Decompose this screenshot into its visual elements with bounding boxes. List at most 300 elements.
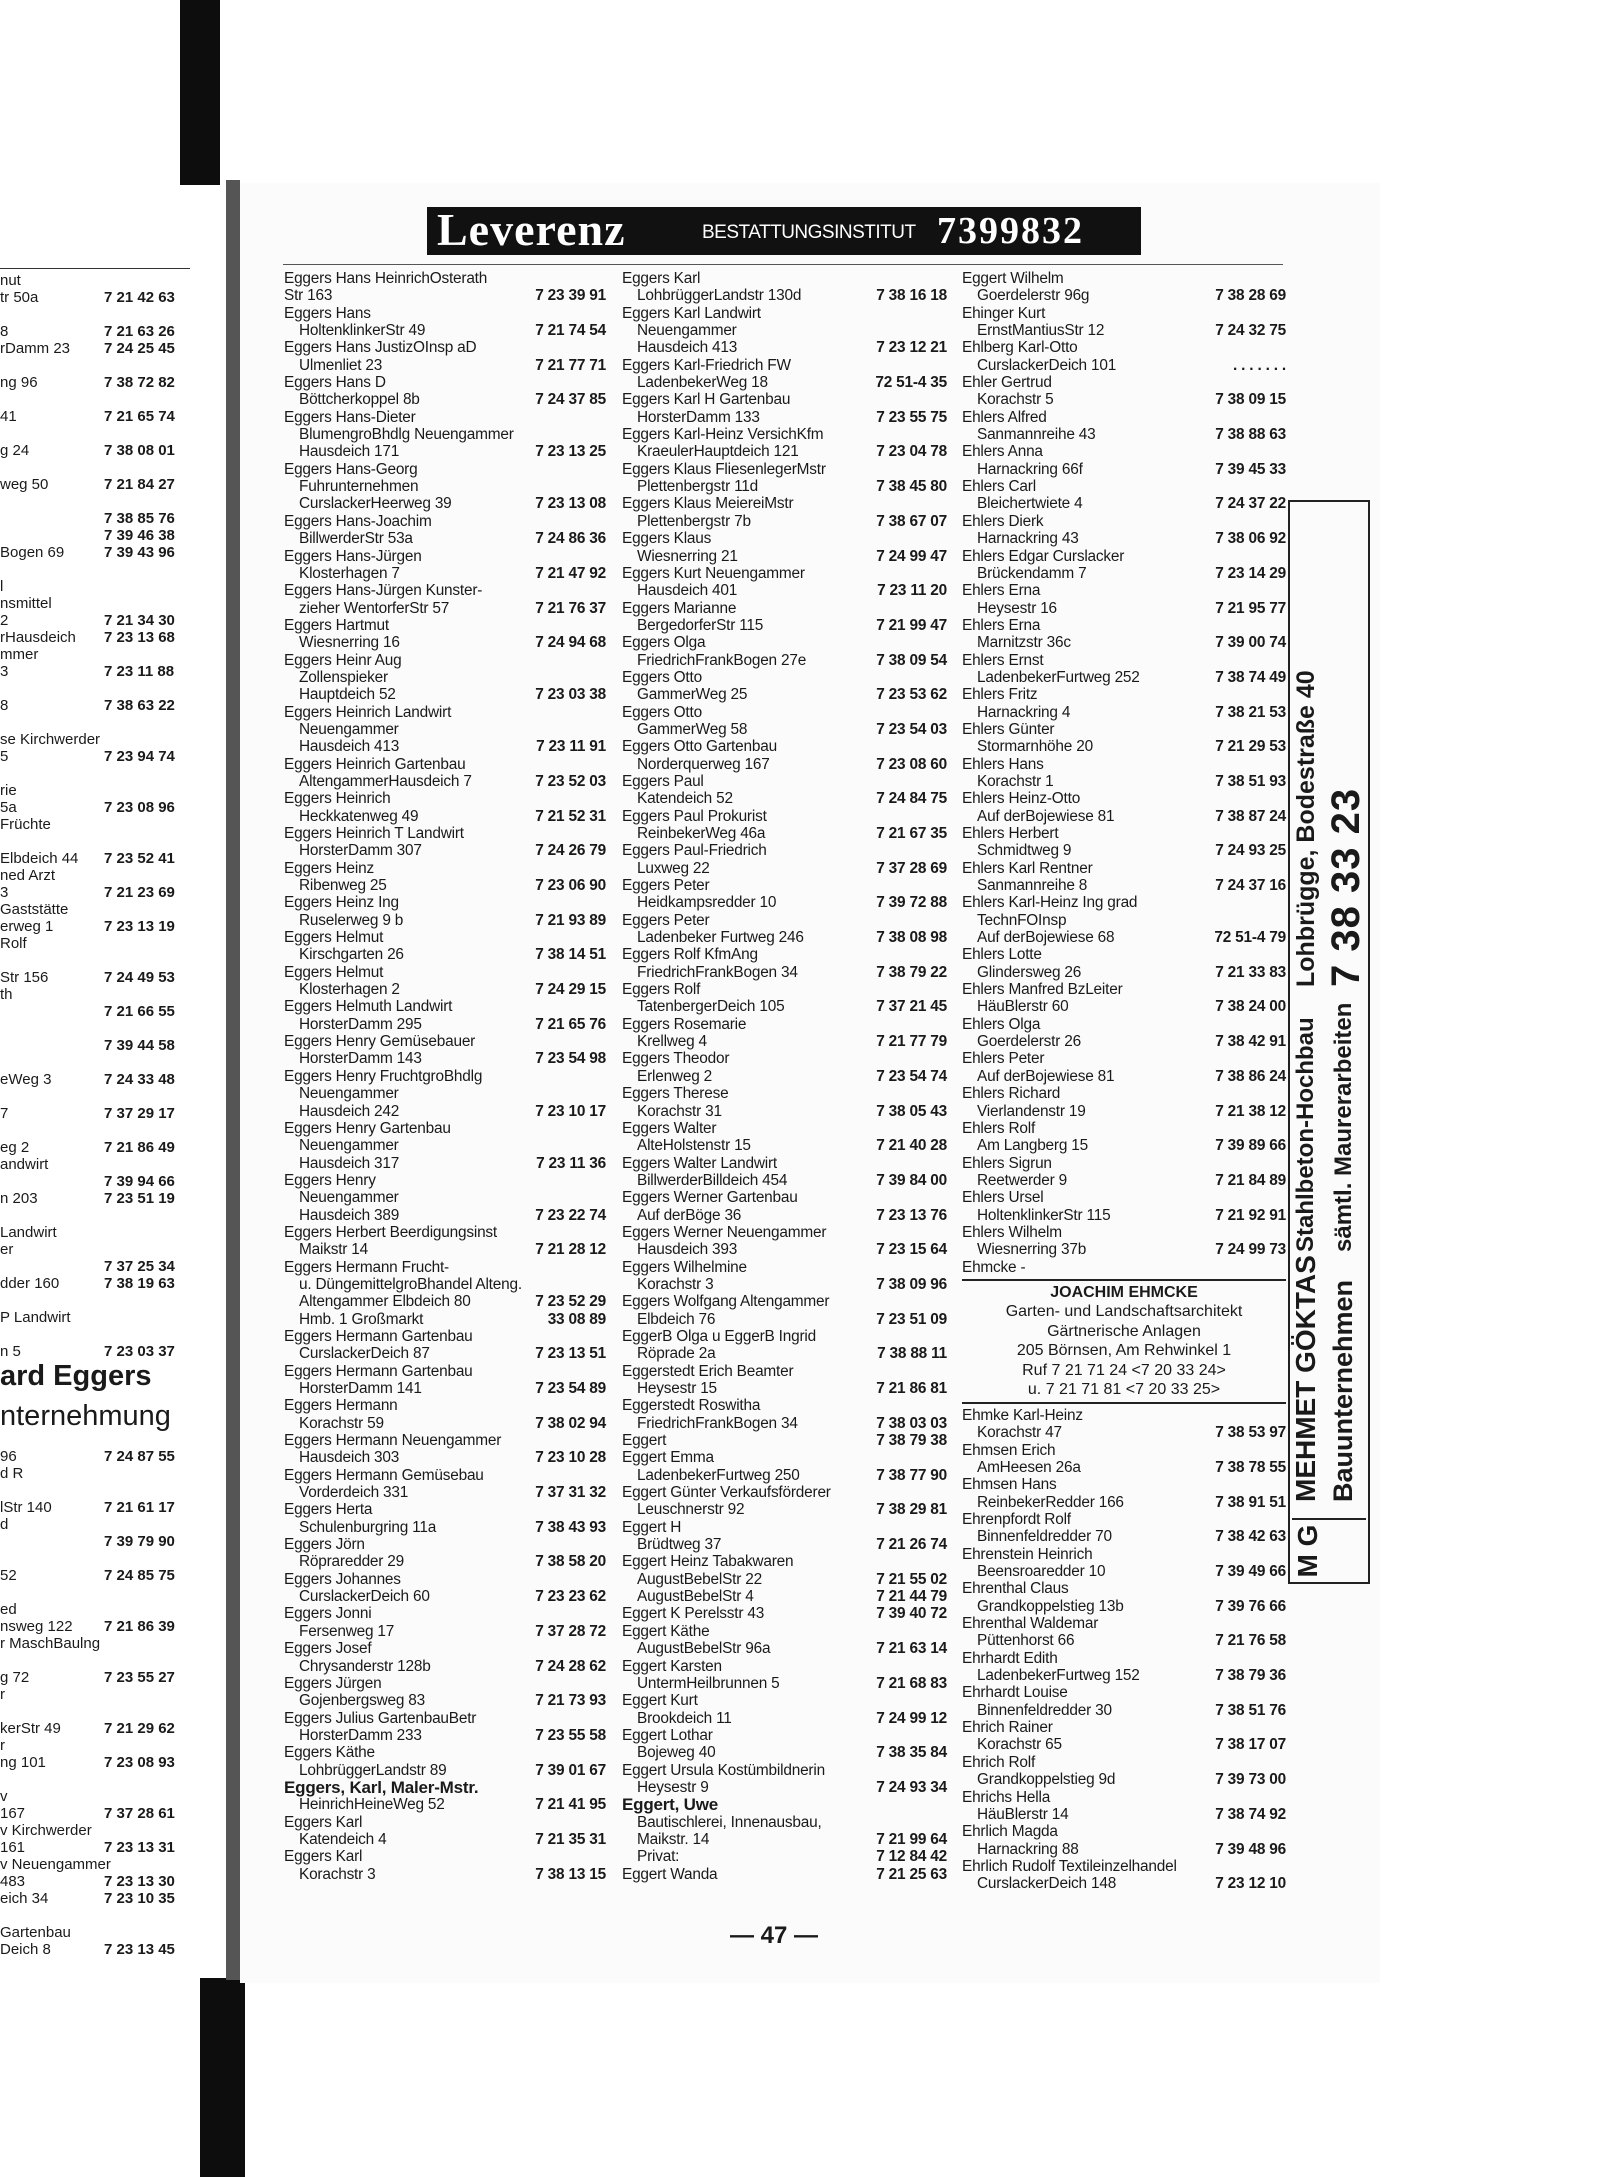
entry-name (622, 1484, 947, 1501)
phone-number: 7 21 55 02 (876, 1570, 947, 1588)
left-row-number: 7 39 43 96 (104, 544, 175, 561)
entry-name (962, 513, 1286, 530)
entry-name-text: Ehrhardt Louise (962, 1684, 1068, 1702)
entry-name-text: Eggers Otto Gartenbau (622, 738, 777, 756)
ad-company-type: Bauunternehmen (1328, 1279, 1358, 1502)
phone-number: 7 23 10 28 (535, 1449, 606, 1467)
entry-name-text: Eggert Emma (622, 1449, 714, 1467)
entry-address (284, 1085, 606, 1102)
phone-number: 7 39 73 00 (1215, 1771, 1286, 1789)
left-row-text: Gaststätte (0, 901, 69, 918)
entry-address-text: Korachstr 31 (637, 1102, 722, 1120)
left-row-number: 7 39 44 58 (104, 1037, 175, 1054)
phone-number: 7 21 47 92 (535, 564, 606, 582)
entry-address (284, 877, 606, 894)
directory-entry (284, 1710, 606, 1745)
entry-name-text: Eggers Hermann Gartenbau (284, 1327, 473, 1345)
entry-address-text: Kirschgarten 26 (299, 946, 404, 964)
phone-number: 7 24 37 22 (1215, 495, 1286, 513)
entry-name (962, 1823, 1286, 1840)
entry-name-text: Eggers Henry FruchtgroBhdlg (284, 1067, 483, 1085)
entry-name (284, 1363, 606, 1380)
directory-entry (962, 1546, 1286, 1581)
directory-entry (962, 1407, 1286, 1442)
entry-name (622, 391, 947, 408)
entry-address (622, 1033, 947, 1050)
left-row-text: kerStr 49 (0, 1720, 61, 1737)
phone-number: 7 38 29 81 (876, 1501, 947, 1519)
entry-address (284, 426, 606, 443)
directory-entry (622, 773, 947, 808)
entry-name (622, 808, 947, 825)
entry-address-text: Katendeich 52 (637, 790, 733, 808)
left-row-number: 7 23 11 88 (104, 663, 175, 680)
entry-address-text: Klosterhagen 2 (299, 981, 400, 999)
entry-name (622, 1397, 947, 1414)
entry-address-text: Plettenbergstr 7b (637, 512, 751, 530)
directory-entry (284, 1675, 606, 1710)
entry-address-text: Grandkoppelstieg 13b (977, 1597, 1124, 1615)
entry-name (622, 530, 947, 547)
entry-name-text: Eggers Helmut (284, 929, 384, 947)
entry-name (284, 1744, 606, 1761)
phone-number: 7 38 78 55 (1215, 1458, 1286, 1476)
entry-address (284, 981, 606, 998)
entry-name-text: Eggers Karl Landwirt (622, 304, 761, 322)
entry-address (622, 860, 947, 877)
directory-entry (284, 1033, 606, 1068)
ad-name: JOACHIM EHMCKE (1050, 1283, 1198, 1301)
entry-address (962, 1172, 1286, 1189)
left-row-text: rHausdeich (0, 629, 76, 646)
entry-name-text: Eggert Wanda (622, 1865, 718, 1883)
left-row-number: 7 37 28 61 (104, 1805, 175, 1822)
entry-name-text: Eggers Rolf (622, 981, 701, 999)
entry-name (622, 842, 947, 859)
entry-name (622, 773, 947, 790)
binding-strip-top (180, 0, 220, 185)
entry-name-text: Ehlberg Karl-Otto (962, 339, 1078, 357)
directory-entry (284, 548, 606, 583)
entry-address (622, 1172, 947, 1189)
entry-address (962, 1424, 1286, 1441)
directory-entry (962, 1085, 1286, 1120)
directory-entry (284, 1432, 606, 1467)
directory-entry (962, 756, 1286, 791)
entry-address-text: HorsterDamm 295 (299, 1015, 422, 1033)
entry-address (962, 1033, 1286, 1050)
phone-number: 7 38 88 63 (1215, 426, 1286, 444)
phone-number: 7 24 86 36 (535, 530, 606, 548)
phone-number: 7 24 84 75 (876, 790, 947, 808)
entry-address (622, 686, 947, 703)
left-row-number: 7 24 85 75 (104, 1567, 175, 1584)
entry-name (622, 1605, 947, 1622)
entry-address (622, 374, 947, 391)
banner-ad (427, 204, 1141, 255)
entry-address-text: Hausdeich 393 (637, 1241, 738, 1259)
phone-number: 7 38 58 20 (535, 1553, 606, 1571)
entry-name-text: Eggers Heinr Aug (284, 651, 402, 669)
left-row-text: weg 50 (0, 476, 49, 493)
entry-name (622, 1224, 947, 1241)
entry-address-text: Glindersweg 26 (977, 963, 1082, 981)
entry-name (284, 617, 606, 634)
entry-address-text: HäuBlerstr 60 (977, 998, 1069, 1016)
entry-name (962, 825, 1286, 842)
phone-number: 7 21 95 77 (1215, 599, 1286, 617)
entry-address (284, 1762, 606, 1779)
directory-entry (962, 825, 1286, 860)
entry-address (284, 1692, 606, 1709)
entry-address-text: UntermHeilbrunnen 5 (637, 1674, 780, 1692)
entry-address (622, 721, 947, 738)
entry-address (962, 877, 1286, 894)
entry-address-text: Neuengammer (299, 1085, 399, 1103)
phone-number: 7 21 28 12 (535, 1241, 606, 1259)
phone-number: 7 38 21 53 (1215, 703, 1286, 721)
entry-name (622, 1050, 947, 1067)
entry-name (622, 1155, 947, 1172)
directory-entry (962, 981, 1286, 1016)
left-row-number: 7 23 13 45 (104, 1941, 175, 1958)
phone-number: 7 24 93 34 (876, 1778, 947, 1796)
entry-address (962, 1875, 1286, 1892)
phone-number: 7 23 13 25 (535, 443, 606, 461)
phone-number: 7 21 52 31 (535, 807, 606, 825)
entry-name (284, 1640, 606, 1657)
phone-number: 7 23 11 91 (536, 738, 606, 756)
phone-number: 7 38 79 36 (1215, 1667, 1286, 1685)
phone-number: 7 38 02 94 (535, 1414, 606, 1432)
entry-address (962, 998, 1286, 1015)
entry-address-text: Korachstr 1 (977, 772, 1054, 790)
entry-address (962, 1667, 1286, 1684)
phone-number: 7 37 28 72 (535, 1622, 606, 1640)
entry-name-text: Ehrichs Hella (962, 1788, 1051, 1806)
entry-address (622, 652, 947, 669)
left-row-number: 7 24 87 55 (104, 1448, 175, 1465)
phone-number: 7 21 67 35 (876, 825, 947, 842)
left-row-number: 7 39 94 66 (104, 1173, 175, 1190)
entry-address-text: Heckkatenweg 49 (299, 807, 419, 825)
entry-address (622, 1571, 947, 1588)
entry-name-text: Eggers Werner Neuengammer (622, 1223, 827, 1241)
entry-name (962, 721, 1286, 738)
phone-number: 7 39 49 66 (1215, 1563, 1286, 1581)
left-row-number: 7 37 25 34 (104, 1258, 175, 1275)
entry-address (284, 1658, 606, 1675)
left-row-text: d R (0, 1465, 24, 1482)
left-row-text: 41 (0, 408, 17, 425)
entry-address (284, 1831, 606, 1848)
entry-name-text: Eggers Hans JustizOInsp aD (284, 339, 477, 357)
entry-address-text: LadenbekerFurtweg 152 (977, 1667, 1140, 1685)
phone-number: 33 08 89 (547, 1310, 606, 1328)
entry-name (284, 1172, 606, 1189)
left-facing-page (0, 180, 228, 1980)
directory-entry (622, 1796, 947, 1865)
entry-address-text: Neuengammer (637, 322, 737, 340)
entry-address-text: Maikstr 14 (299, 1241, 368, 1259)
entry-address (284, 946, 606, 963)
directory-entry (284, 270, 606, 305)
entry-name-text: Ehmsen Erich (962, 1441, 1056, 1459)
entry-address (622, 894, 947, 911)
entry-address-text: CurslackerDeich 101 (977, 356, 1117, 374)
entry-name (962, 1016, 1286, 1033)
directory-entry (622, 704, 947, 739)
entry-name-text: Eggers Heinrich Gartenbau (284, 755, 466, 773)
entry-name-text: Eggers Hans D (284, 374, 386, 392)
entry-name (284, 1814, 606, 1831)
entry-address-text: Grandkoppelstieg 9d (977, 1771, 1116, 1789)
directory-entry (284, 374, 606, 409)
entry-address (622, 1640, 947, 1657)
directory-entry (284, 1172, 606, 1224)
left-row-text: n 5 (0, 1343, 21, 1360)
phone-number: 7 39 48 96 (1215, 1840, 1286, 1858)
entry-name (622, 565, 947, 582)
entry-name (284, 548, 606, 565)
entry-address (962, 1103, 1286, 1120)
entry-name-text: Eggers Klaus MeiereiMstr (622, 495, 794, 513)
entry-name-text: Eggert Karsten (622, 1657, 722, 1675)
phone-number: 7 23 52 03 (535, 772, 606, 790)
phone-number: 7 38 05 43 (876, 1102, 947, 1120)
entry-address (622, 1536, 947, 1553)
directory-entry (622, 305, 947, 357)
entry-address-text: Schmidtweg 9 (977, 842, 1072, 860)
entry-name-text: Ehlers Erna (962, 616, 1041, 634)
entry-name (622, 877, 947, 894)
phone-number: 7 23 08 60 (876, 755, 947, 773)
entry-name-text: Eggers Peter (622, 911, 710, 929)
entry-address-text: Krellweg 4 (637, 1033, 707, 1051)
entry-name-text: Eggert K Perelsstr 43 (622, 1605, 765, 1623)
directory-entry (622, 981, 947, 1016)
left-row-text: Str 156 (0, 969, 49, 986)
entry-address (962, 634, 1286, 651)
entry-name-text: Ehrich Rainer (962, 1719, 1053, 1737)
entry-name (622, 1328, 947, 1345)
entry-name (284, 374, 606, 391)
directory-entry (962, 1120, 1286, 1155)
entry-name (962, 1224, 1286, 1241)
directory-entry (284, 1397, 606, 1432)
entry-address-text: Gojenbergsweg 83 (299, 1692, 425, 1710)
ad-line: Gärtnerische Anlagen (1047, 1322, 1201, 1340)
left-row-text: 161 (0, 1839, 26, 1856)
entry-address-text: zieher WentorferStr 57 (299, 599, 450, 617)
left-row-text: 52 (0, 1567, 17, 1584)
entry-address (962, 357, 1286, 374)
left-row-text: 2 (0, 612, 9, 629)
directory-entry (622, 1623, 947, 1658)
directory-entry (962, 1754, 1286, 1789)
entry-name-text: Ehlers Sigrun (962, 1154, 1052, 1172)
directory-entry (284, 1571, 606, 1606)
left-row-number: 7 23 13 31 (104, 1839, 175, 1856)
directory-entry (284, 1814, 606, 1849)
entry-name-text: Eggers Paul Prokurist (622, 807, 767, 825)
entry-address (284, 1276, 606, 1293)
directory-entry (962, 1615, 1286, 1650)
entry-name (622, 946, 947, 963)
directory-entry (622, 738, 947, 773)
entry-name-text: Ehlers Wilhelm (962, 1223, 1062, 1241)
binding-edge (226, 180, 240, 1980)
directory-entry (962, 894, 1286, 946)
entry-name-text: Ehrenthal Claus (962, 1580, 1069, 1598)
entry-address-text: TatenbergerDeich 105 (637, 998, 785, 1016)
left-row-number: 7 21 65 74 (104, 408, 175, 425)
directory-entry (962, 1789, 1286, 1824)
left-row-text: 3 (0, 663, 9, 680)
entry-address-text: CurslackerDeich 87 (299, 1345, 430, 1363)
directory-entry (622, 461, 947, 496)
phone-number: 7 23 55 58 (535, 1726, 606, 1744)
entry-address-text: Auf derBojewiese 68 (977, 929, 1115, 947)
entry-address-text: Sanmannreihe 43 (977, 426, 1096, 444)
entry-address (962, 461, 1286, 478)
left-row-text: ed (0, 1601, 17, 1618)
entry-address-text: Schulenburgring 11a (299, 1518, 437, 1536)
left-page-rule (0, 268, 190, 269)
entry-address (284, 391, 606, 408)
entry-name (622, 1658, 947, 1675)
phone-number: 7 21 93 89 (535, 911, 606, 929)
entry-name-text: Ehlers Carl (962, 478, 1036, 496)
entry-address (284, 1449, 606, 1466)
entry-name (284, 790, 606, 807)
entry-name-text: Ehrlich Magda (962, 1823, 1058, 1841)
directory-entry (962, 339, 1286, 374)
entry-name (622, 1762, 947, 1779)
directory-entry (622, 1050, 947, 1085)
directory-entry (622, 1189, 947, 1224)
entry-address-text: Hausdeich 413 (299, 738, 400, 756)
phone-number: 7 21 65 76 (535, 1015, 606, 1033)
entry-address-text: BillwerderStr 53a (299, 530, 413, 548)
directory-entry (622, 912, 947, 947)
left-row-text: nsmittel (0, 595, 52, 612)
entry-address-text: Am Langberg 15 (977, 1137, 1088, 1155)
phone-number: 7 21 38 12 (1215, 1102, 1286, 1120)
directory-entry (284, 305, 606, 340)
left-row-text: 3 (0, 884, 9, 901)
entry-address-text: HoltenklinkerStr 115 (977, 1206, 1111, 1224)
left-row-text: rie (0, 782, 17, 799)
left-row-number: 7 23 08 93 (104, 1754, 175, 1771)
entry-name-text: Eggers Hans-Jürgen Kunster- (284, 582, 483, 600)
phone-number: 7 24 32 75 (1215, 322, 1286, 340)
entry-name (622, 1692, 947, 1709)
entry-address-text: LohbrüggerLandstr 130d (637, 287, 802, 305)
entry-name (962, 1085, 1286, 1102)
phone-number: 7 23 04 78 (876, 443, 947, 461)
entry-name (962, 548, 1286, 565)
phone-number: 7 38 14 51 (535, 946, 606, 964)
entry-address-text: Katendeich 4 (299, 1830, 387, 1848)
entry-name-text: Eggers Karl (284, 1848, 363, 1866)
left-row-number: 7 23 51 19 (104, 1190, 175, 1207)
entry-address-text: Korachstr 59 (299, 1414, 384, 1432)
directory-entry (284, 756, 606, 791)
entry-address-text: CurslackerDeich 60 (299, 1588, 430, 1606)
entry-address-text: Wiesnerring 37b (977, 1241, 1087, 1259)
directory-entry (962, 1259, 1286, 1276)
left-row-number: 7 21 86 39 (104, 1618, 175, 1635)
phone-number: 7 38 88 11 (877, 1345, 947, 1363)
directory-entry (284, 1224, 606, 1259)
directory-entry (962, 652, 1286, 687)
left-row-text: eich 34 (0, 1890, 49, 1907)
directory-entry (622, 1155, 947, 1190)
entry-name-text: Eggers Heinrich T Landwirt (284, 825, 464, 842)
entry-name-text: Ehlers Peter (962, 1050, 1045, 1068)
phone-number: 7 38 86 24 (1215, 1067, 1286, 1085)
directory-entry (622, 634, 947, 669)
entry-address-text: Maikstr. 14 (637, 1830, 710, 1848)
entry-name-text: Ehlers Erna (962, 582, 1041, 600)
directory-entry (962, 1650, 1286, 1685)
entry-address-text: Brückendamm 7 (977, 564, 1087, 582)
entry-address (622, 1103, 947, 1120)
phone-number: 7 39 89 66 (1215, 1137, 1286, 1155)
entry-address (284, 495, 606, 512)
entry-name-text: Eggers Hans HeinrichOsterath (284, 270, 488, 287)
entry-address-text: Luxweg 22 (637, 859, 710, 877)
entry-address-text: Heysestr 9 (637, 1778, 709, 1796)
entry-name (284, 1033, 606, 1050)
entry-address (622, 1467, 947, 1484)
entry-address (622, 1501, 947, 1518)
entry-name (962, 1476, 1286, 1493)
entry-address-text: AugustBebelStr 4 (637, 1588, 754, 1606)
entry-name-text: Eggers Hermann Gemüsebau (284, 1466, 484, 1484)
entry-address-text: Böttcherkoppel 8b (299, 391, 420, 409)
left-row-number: 7 23 13 30 (104, 1873, 175, 1890)
entry-address (622, 1207, 947, 1224)
phone-number: 7 23 54 74 (876, 1067, 947, 1085)
left-row-text: er (0, 1241, 14, 1258)
directory-entry (284, 1501, 606, 1536)
entry-address (284, 738, 606, 755)
entry-name-text: Eggers Hermann Frucht- (284, 1258, 449, 1276)
entry-address (284, 322, 606, 339)
entry-name-text: Eggers Otto (622, 668, 702, 686)
entry-address-text: Neuengammer (299, 1137, 399, 1155)
directory-entry (962, 860, 1286, 895)
phone-number: 7 38 79 38 (876, 1432, 947, 1450)
directory-entry (962, 1189, 1286, 1224)
phone-number: 7 38 79 22 (876, 963, 947, 981)
entry-address-text: Klosterhagen 7 (299, 564, 400, 582)
entry-name (284, 409, 606, 426)
entry-address-text: Leuschnerstr 92 (637, 1501, 745, 1519)
directory-entry (284, 1328, 606, 1363)
phone-number: 72 51-4 79 (1214, 929, 1286, 947)
directory-entry (284, 339, 606, 374)
left-row-text: rDamm 23 (0, 340, 71, 357)
entry-address (622, 339, 947, 356)
entry-address (622, 443, 947, 460)
left-row-text: P Landwirt (0, 1309, 71, 1326)
left-row-number: 7 21 86 49 (104, 1139, 175, 1156)
entry-name (622, 357, 947, 374)
banner-brand: Leverenz (437, 204, 626, 255)
